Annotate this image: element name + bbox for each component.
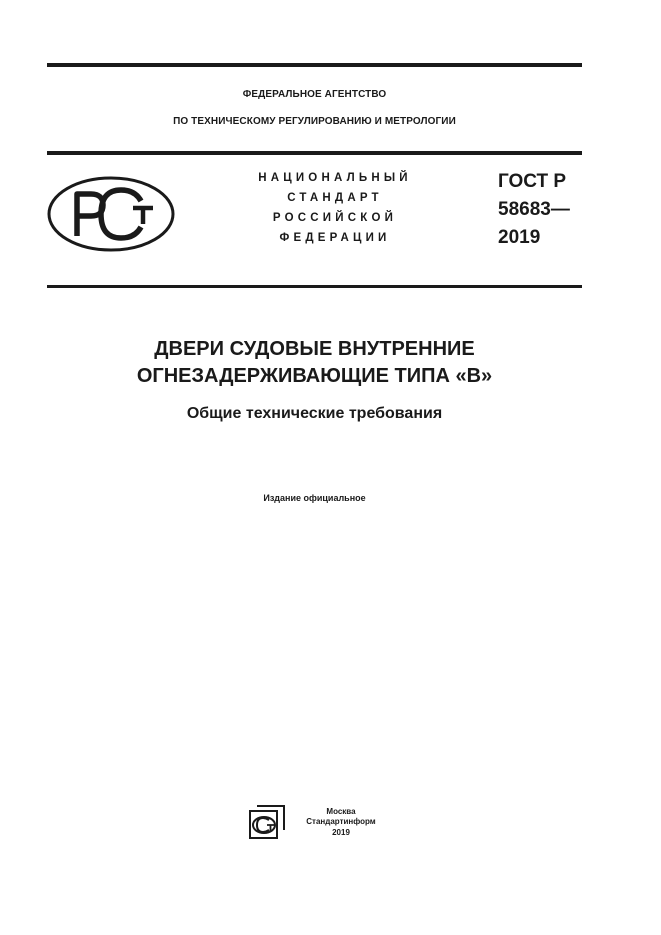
standard-type-line-3: РОССИЙСКОЙ bbox=[272, 212, 398, 224]
document-subtitle: Общие технические требования bbox=[186, 405, 443, 422]
standartinform-logo-icon bbox=[248, 804, 286, 840]
standard-type-line-4: ФЕДЕРАЦИИ bbox=[279, 232, 391, 244]
publisher-name: Стандартинформ bbox=[306, 817, 376, 826]
publisher-city: Москва bbox=[326, 807, 356, 816]
agency-line-2: ПО ТЕХНИЧЕСКОМУ РЕГУЛИРОВАНИЮ И МЕТРОЛОГИИ bbox=[173, 116, 456, 127]
standard-type-line-2: СТАНДАРТ bbox=[287, 192, 383, 204]
document-title-line-2: ОГНЕЗАДЕРЖИВАЮЩИЕ ТИПА «В» bbox=[136, 365, 493, 387]
document-title-line-1: ДВЕРИ СУДОВЫЕ ВНУТРЕННИЕ bbox=[154, 338, 475, 360]
top-rule bbox=[47, 63, 582, 67]
designation-line-1: ГОСТ Р bbox=[498, 171, 567, 192]
designation-rule bbox=[47, 285, 582, 288]
edition-note: Издание официальное bbox=[263, 493, 366, 503]
designation-line-3: 2019 bbox=[498, 227, 541, 248]
agency-line-1: ФЕДЕРАЛЬНОЕ АГЕНТСТВО bbox=[242, 89, 387, 100]
gost-r-certification-mark-icon bbox=[47, 176, 175, 252]
publisher-year: 2019 bbox=[332, 828, 350, 837]
standard-type-line-1: НАЦИОНАЛЬНЫЙ bbox=[258, 172, 412, 184]
header-rule bbox=[47, 151, 582, 155]
designation-line-2: 58683— bbox=[498, 199, 570, 220]
